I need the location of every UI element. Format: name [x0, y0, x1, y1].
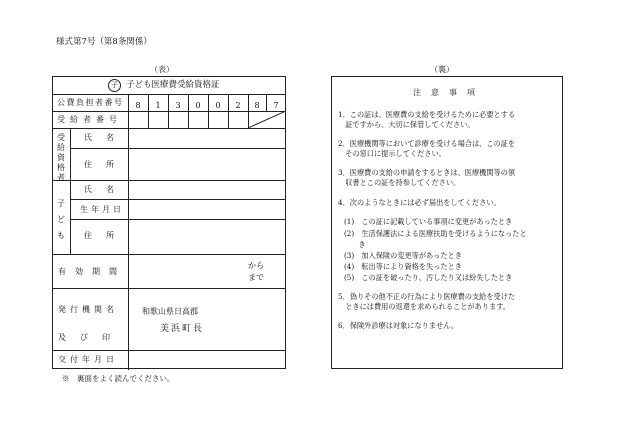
- divider: [168, 94, 169, 128]
- footnote: ※ 裏面をよく読んでください。: [62, 374, 175, 383]
- divider: [70, 199, 286, 200]
- note-line: 1．この証は、医療費の支給を受けるために必要とする: [338, 110, 516, 119]
- note-line: 4．次のようなときには必ず届出をしてください。: [338, 198, 501, 207]
- note-line: 証ですから、大切に保管してください。: [338, 120, 475, 129]
- note-line: (1) この証に記載している事項に変更があったとき: [344, 217, 513, 226]
- issuer-prefecture: 和歌山県日高郡: [142, 307, 198, 316]
- note-line: (5) この証を破ったり、汚したり又は紛失したとき: [344, 273, 513, 282]
- child-address-label: 住所: [84, 231, 128, 240]
- divider: [70, 148, 286, 149]
- note-line: き: [344, 240, 366, 249]
- back-side-label: （裏）: [430, 65, 454, 74]
- note-line: 3．医療費の支給の申請をするときは、医療機関等の領: [338, 168, 516, 177]
- note-line: その窓口に提示してください。: [338, 149, 446, 158]
- divider: [52, 288, 286, 289]
- child-birthdate-label: 生年月日: [80, 205, 124, 214]
- child-name-label: 氏名: [84, 185, 128, 194]
- divider: [52, 128, 286, 129]
- divider: [148, 94, 149, 128]
- divider: [70, 128, 71, 254]
- note-line: 収書とこの証を持参してください。: [338, 178, 461, 187]
- qualified-address-label: 住所: [84, 160, 128, 169]
- seal-label: 及び印: [58, 333, 124, 342]
- child-circle-mark: 子: [108, 79, 121, 92]
- qualified-name-label: 氏名: [84, 133, 128, 142]
- payer-digit: 3: [175, 101, 181, 110]
- validity-from: から: [248, 261, 264, 270]
- divider: [188, 94, 189, 128]
- child-label: 子ども: [57, 199, 65, 240]
- divider: [52, 350, 286, 351]
- issue-date-label: 交付年月日: [58, 355, 118, 364]
- note-line: 5．偽りその他不正の行為により医療費の支給を受けた: [338, 292, 516, 301]
- divider: [228, 94, 229, 128]
- note-line: ときには費用の返還を求められることがあります。: [338, 302, 510, 311]
- divider: [52, 94, 286, 95]
- payer-digit: 1: [155, 101, 161, 110]
- qualified-person-label: 受給資格者: [57, 133, 65, 182]
- form-number: 様式第7号（第8条関係）: [56, 37, 152, 47]
- issuer-town: 美浜町長: [160, 324, 205, 334]
- payer-digit: 8: [254, 101, 260, 110]
- issuer-label: 発行機関名: [58, 305, 118, 314]
- payer-number-label: 公費負担者番号: [57, 98, 124, 107]
- note-line: 6．保険外診療は対象になりません。: [338, 321, 459, 330]
- notes-heading: 注意事項: [413, 88, 485, 97]
- card-title: 子ども医療費受給資格証: [126, 80, 220, 90]
- note-line: 2．医療機関等において診療を受ける場合は、この証を: [338, 139, 516, 148]
- validity-label: 有効期間: [58, 267, 126, 276]
- payer-digit: 7: [273, 101, 279, 110]
- note-line: (4) 転出等により資格を失ったとき: [344, 262, 462, 271]
- payer-digit: 2: [235, 101, 241, 110]
- divider: [208, 94, 209, 128]
- divider: [70, 219, 286, 220]
- divider: [128, 94, 129, 370]
- recipient-number-label: 受給者番号: [57, 115, 122, 124]
- note-line: (2) 生活保護法による医療扶助を受けるようになったと: [344, 229, 527, 238]
- note-line: (3) 加入保険の変更等があったとき: [344, 251, 462, 260]
- payer-digit: 8: [135, 101, 141, 110]
- diagonal-line: [248, 111, 286, 128]
- front-side-label: （表）: [150, 65, 174, 74]
- payer-digit: 0: [195, 101, 201, 110]
- divider: [52, 180, 286, 181]
- divider: [52, 254, 286, 255]
- payer-digit: 0: [215, 101, 221, 110]
- validity-to: まで: [248, 273, 264, 282]
